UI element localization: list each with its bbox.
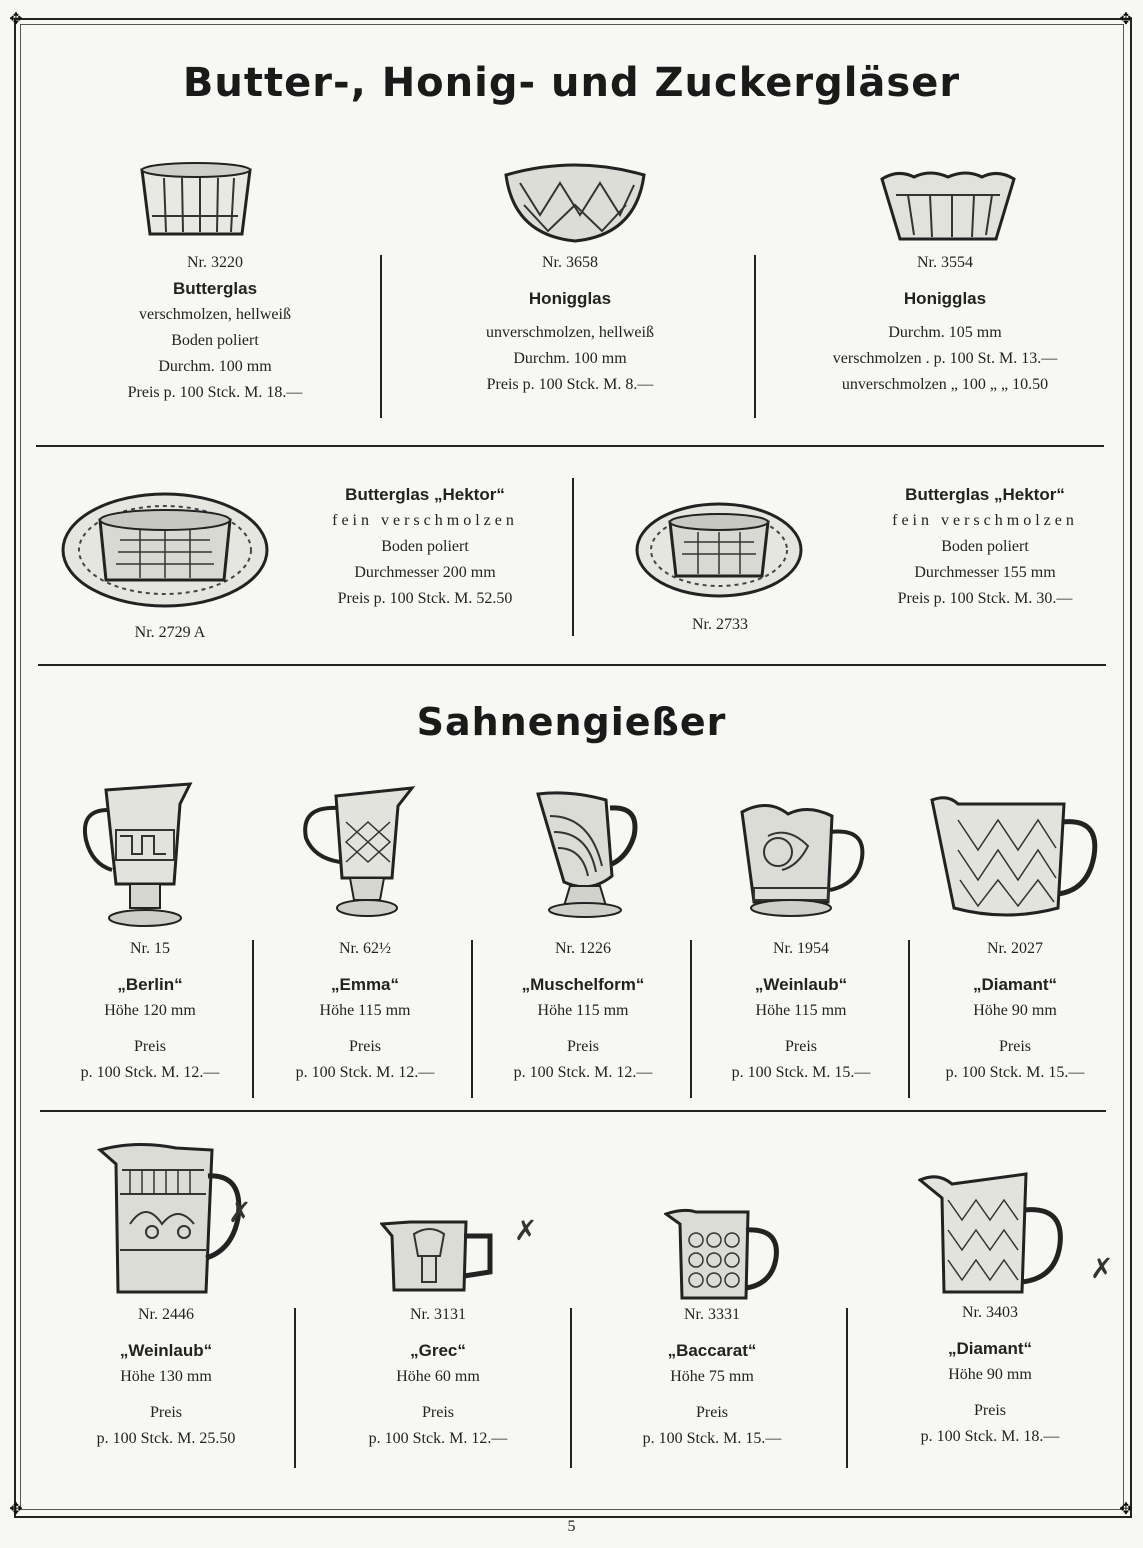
item-number: Nr. 3131	[410, 1306, 466, 1323]
item-name: „Grec“	[410, 1341, 466, 1360]
item-number: Nr. 2446	[138, 1306, 194, 1323]
product-3554	[770, 250, 1120, 398]
item-line: Durchmesser 200 mm	[354, 564, 496, 581]
creamer-weinlaub-1954-image	[738, 796, 868, 926]
column-divider	[846, 1308, 848, 1468]
item-name: „Muschelform“	[521, 975, 645, 994]
item-price: p. 100 Stck. M. 25.50	[96, 1430, 236, 1447]
item-line: verschmolzen, hellweiß	[139, 306, 291, 323]
item-price-label: Preis	[349, 1038, 381, 1055]
handwritten-x-mark: ✗	[228, 1196, 252, 1229]
product-emma	[270, 936, 460, 1086]
item-name: „Weinlaub“	[119, 1341, 213, 1360]
item-price-label: Preis	[150, 1404, 182, 1421]
item-name: „Weinlaub“	[754, 975, 848, 994]
item-line: Durchm. 100 mm	[158, 358, 272, 375]
item-name: „Berlin“	[117, 975, 183, 994]
creamer-berlin-image	[80, 780, 200, 930]
item-line: unverschmolzen, hellweiß	[486, 324, 654, 341]
honey-glass-3554-image	[878, 165, 1018, 245]
item-price: Preis p. 100 Stck. M. 30.—	[897, 590, 1073, 607]
item-number: Nr. 1226	[555, 940, 611, 957]
handwritten-x-mark: ✗	[1090, 1252, 1114, 1285]
item-number: Nr. 15	[130, 940, 170, 957]
creamer-emma-image	[296, 782, 426, 927]
item-price: Preis p. 100 Stck. M. 52.50	[337, 590, 513, 607]
item-name: Butterglas „Hektor“	[905, 485, 1065, 504]
column-divider	[690, 940, 692, 1098]
item-number: Nr. 3220	[187, 254, 243, 271]
product-weinlaub-2446	[56, 1302, 276, 1452]
item-name: „Baccarat“	[667, 1341, 757, 1360]
item-number: Nr. 3658	[542, 254, 598, 271]
product-diamant-3403	[880, 1300, 1100, 1450]
item-number: Nr. 3554	[917, 254, 973, 271]
item-number: Nr. 2027	[987, 940, 1043, 957]
page-number: 5	[567, 1518, 576, 1535]
item-price: p. 100 Stck. M. 15.—	[642, 1430, 782, 1447]
product-2733	[850, 482, 1120, 612]
item-number: Nr. 3403	[962, 1304, 1018, 1321]
corner-ornament-icon: ✥	[9, 11, 23, 28]
item-height: Höhe 120 mm	[104, 1002, 196, 1019]
item-name: „Emma“	[330, 975, 400, 994]
item-height: Höhe 115 mm	[319, 1002, 411, 1019]
item-price: Preis p. 100 Stck. M. 8.—	[486, 376, 654, 393]
creamer-grec-image	[380, 1216, 500, 1298]
corner-ornament-icon: ✥	[1119, 11, 1133, 28]
butter-dish-2729a-image	[60, 480, 270, 610]
item-price-label: Preis	[974, 1402, 1006, 1419]
corner-ornament-icon: ✥	[1119, 1501, 1133, 1518]
product-3658	[395, 250, 745, 398]
item-price: p. 100 Stck. M. 18.—	[920, 1428, 1060, 1445]
item-height: Höhe 75 mm	[670, 1368, 754, 1385]
honey-glass-3658-image	[500, 155, 650, 245]
column-divider	[754, 255, 756, 418]
item-price: p. 100 Stck. M. 12.—	[295, 1064, 435, 1081]
page-title: Butter-, Honig- und Zuckergläser	[182, 60, 961, 106]
item-name: Honigglas	[903, 289, 987, 308]
item-price: p. 100 Stck. M. 15.—	[945, 1064, 1085, 1081]
product-2729a	[290, 482, 560, 612]
item-height: Höhe 90 mm	[948, 1366, 1032, 1383]
item-number-2733: Nr. 2733	[692, 616, 748, 633]
item-line: Boden poliert	[381, 538, 469, 555]
item-price-label: Preis	[696, 1404, 728, 1421]
item-price: p. 100 Stck. M. 12.—	[513, 1064, 653, 1081]
product-grec	[328, 1302, 548, 1452]
section-title: Sahnengießer	[416, 700, 727, 744]
item-name: Butterglas „Hektor“	[345, 485, 505, 504]
item-price: unverschmolzen „ 100 „ „ 10.50	[841, 376, 1049, 393]
column-divider	[572, 478, 574, 636]
section-divider	[40, 1110, 1106, 1112]
item-line: Durchm. 100 mm	[513, 350, 627, 367]
column-divider	[252, 940, 254, 1098]
item-name: Butterglas	[172, 279, 258, 298]
item-line: Boden poliert	[171, 332, 259, 349]
corner-ornament-icon: ✥	[9, 1501, 23, 1518]
item-price-label: Preis	[134, 1038, 166, 1055]
product-berlin	[60, 936, 240, 1086]
product-baccarat	[602, 1302, 822, 1452]
item-name: „Diamant“	[972, 975, 1058, 994]
butter-glass-3220-image	[138, 160, 254, 240]
column-divider	[471, 940, 473, 1098]
item-price: p. 100 Stck. M. 12.—	[368, 1430, 508, 1447]
creamer-diamant-2027-image	[928, 790, 1100, 928]
handwritten-x-mark: ✗	[514, 1214, 538, 1247]
item-height: Höhe 130 mm	[120, 1368, 212, 1385]
creamer-weinlaub-2446-image	[96, 1140, 246, 1300]
item-height: Höhe 90 mm	[973, 1002, 1057, 1019]
item-line: Durchmesser 155 mm	[914, 564, 1056, 581]
section-divider	[38, 664, 1106, 666]
item-height: Höhe 115 mm	[755, 1002, 847, 1019]
item-price-label: Preis	[422, 1404, 454, 1421]
butter-dish-2733-image	[634, 492, 804, 600]
item-number: Nr. 1954	[773, 940, 829, 957]
item-line: Boden poliert	[941, 538, 1029, 555]
item-price: p. 100 Stck. M. 15.—	[731, 1064, 871, 1081]
item-name: Honigglas	[528, 289, 612, 308]
creamer-muschelform-image	[530, 786, 650, 926]
item-price-label: Preis	[785, 1038, 817, 1055]
column-divider	[294, 1308, 296, 1468]
item-number-2729a: Nr. 2729 A	[134, 624, 206, 641]
item-line: fein verschmolzen	[332, 512, 518, 529]
item-number: Nr. 62½	[339, 940, 391, 957]
section-divider	[36, 445, 1104, 447]
item-height: Höhe 60 mm	[396, 1368, 480, 1385]
creamer-diamant-3403-image	[918, 1170, 1068, 1300]
item-price-label: Preis	[567, 1038, 599, 1055]
creamer-baccarat-image	[664, 1204, 784, 1304]
column-divider	[380, 255, 382, 418]
product-diamant-2027	[920, 936, 1110, 1086]
item-name: „Diamant“	[947, 1339, 1033, 1358]
item-line: verschmolzen . p. 100 St. M. 13.—	[832, 350, 1058, 367]
item-number: Nr. 3331	[684, 1306, 740, 1323]
item-price: p. 100 Stck. M. 12.—	[80, 1064, 220, 1081]
column-divider	[570, 1308, 572, 1468]
item-line: fein verschmolzen	[892, 512, 1078, 529]
item-price-label: Preis	[999, 1038, 1031, 1055]
item-line: Durchm. 105 mm	[888, 324, 1002, 341]
item-height: Höhe 115 mm	[537, 1002, 629, 1019]
product-muschelform	[488, 936, 678, 1086]
column-divider	[908, 940, 910, 1098]
product-weinlaub-1954	[706, 936, 896, 1086]
item-price: Preis p. 100 Stck. M. 18.—	[127, 384, 303, 401]
product-3220	[60, 250, 370, 406]
